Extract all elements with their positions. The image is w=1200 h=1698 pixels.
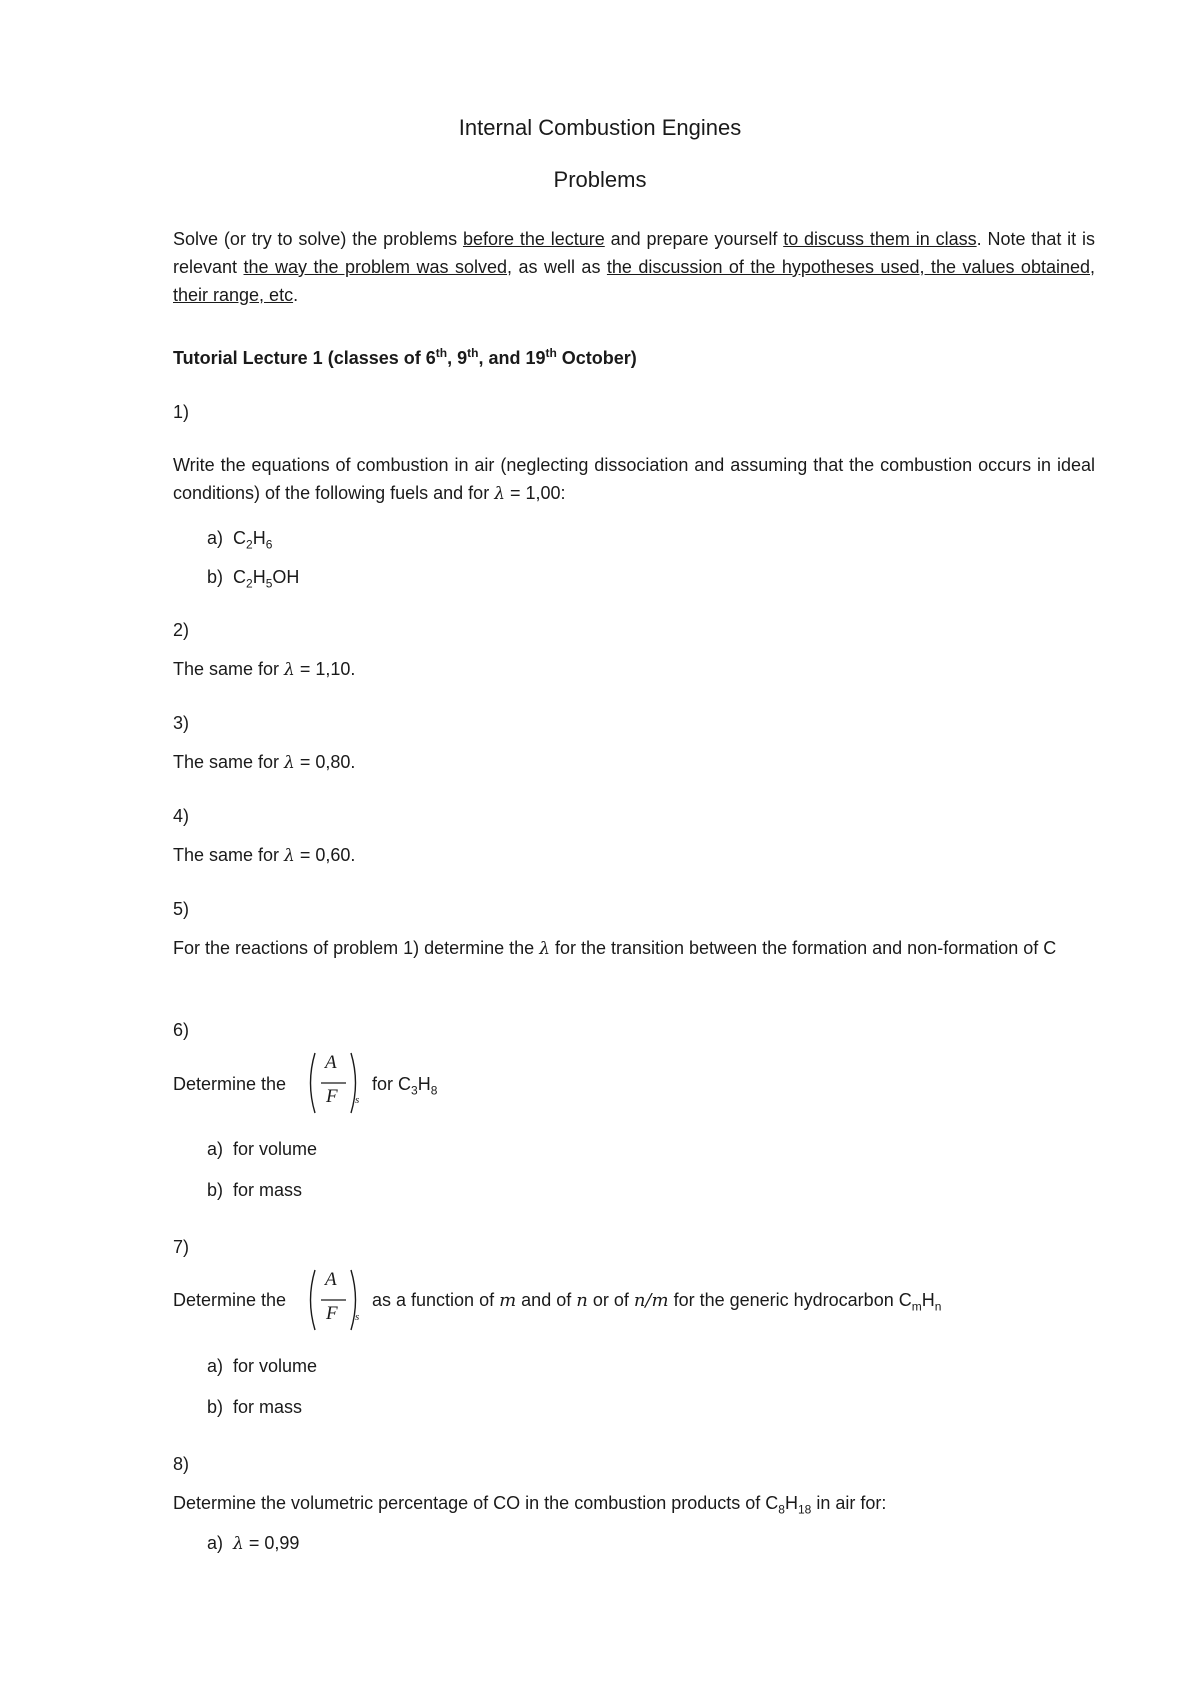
tutorial-heading: Tutorial Lecture 1 (classes of 6th, 9th, and 19th October)	[173, 346, 637, 368]
problem-1-item-a: a) $C_2H_6$	[207, 528, 273, 552]
problem-6-number: 6)	[173, 1020, 190, 1040]
air-fuel-ratio-fraction	[305, 1267, 361, 1333]
problem-7-label: Determine the	[173, 1290, 287, 1310]
fraction-subscript: s	[355, 1311, 360, 1323]
air-fuel-ratio-fraction	[305, 1050, 361, 1116]
intro-paragraph: Solve (or try to solve) the problems before the lecture and prepare yourself to discuss them in class. Note that it is relevant the way the problem was solved, as well as the discussion of the hypotheses used, the values obtained, their range, etc.	[173, 229, 1096, 305]
fraction-numerator: A	[325, 1269, 337, 1290]
problem-5-text: For the reactions of problem 1) determine the λ for the transition between the formation and non-formation of C	[173, 938, 1057, 959]
problem-7-text: as a function of m and of n or of n/m for the generic hydrocarbon $C_mH_n$	[372, 1290, 942, 1314]
problem-8-number: 8)	[173, 1454, 190, 1474]
fraction-denominator: F	[326, 1303, 338, 1324]
problem-8-item-a: a) λ = 0,99	[207, 1533, 300, 1554]
problem-7-item-a: a) for volume	[207, 1356, 318, 1376]
problem-3-text: The same for λ = 0,80.	[173, 752, 356, 773]
problem-4-text: The same for λ = 0,60.	[173, 845, 356, 866]
problem-3-number: 3)	[173, 713, 190, 733]
problem-6-item-a: a) for volume	[207, 1139, 318, 1159]
problem-6-label: Determine the	[173, 1074, 287, 1094]
problem-2-number: 2)	[173, 620, 190, 640]
problem-7-number: 7)	[173, 1237, 190, 1257]
problem-1-number: 1)	[173, 402, 190, 422]
problem-5-number: 5)	[173, 899, 190, 919]
problem-2-text: The same for λ = 1,10.	[173, 659, 356, 680]
problem-1-text: Write the equations of combustion in air (neglecting dissociation and assuming that the combustion occurs in ideal conditions) of the following fuels and for λ = 1,00:	[173, 455, 1095, 504]
problem-8-text: Determine the volumetric percentage of CO in the combustion products of $C_8H_{18}$ in air for:	[173, 1493, 887, 1517]
document-title: Internal Combustion Engines	[458, 115, 742, 140]
problem-1-item-b: b) $C_2H_5OH$	[207, 567, 300, 591]
fraction-subscript: s	[355, 1094, 360, 1106]
problem-7-item-b: b) for mass	[207, 1397, 303, 1417]
fraction-denominator: F	[326, 1086, 338, 1107]
problem-6-formula: for $C_3H_8$	[372, 1074, 438, 1098]
document-subtitle: Problems	[553, 167, 647, 192]
problem-4-number: 4)	[173, 806, 190, 826]
problem-6-item-b: b) for mass	[207, 1180, 303, 1200]
fraction-numerator: A	[325, 1052, 337, 1073]
